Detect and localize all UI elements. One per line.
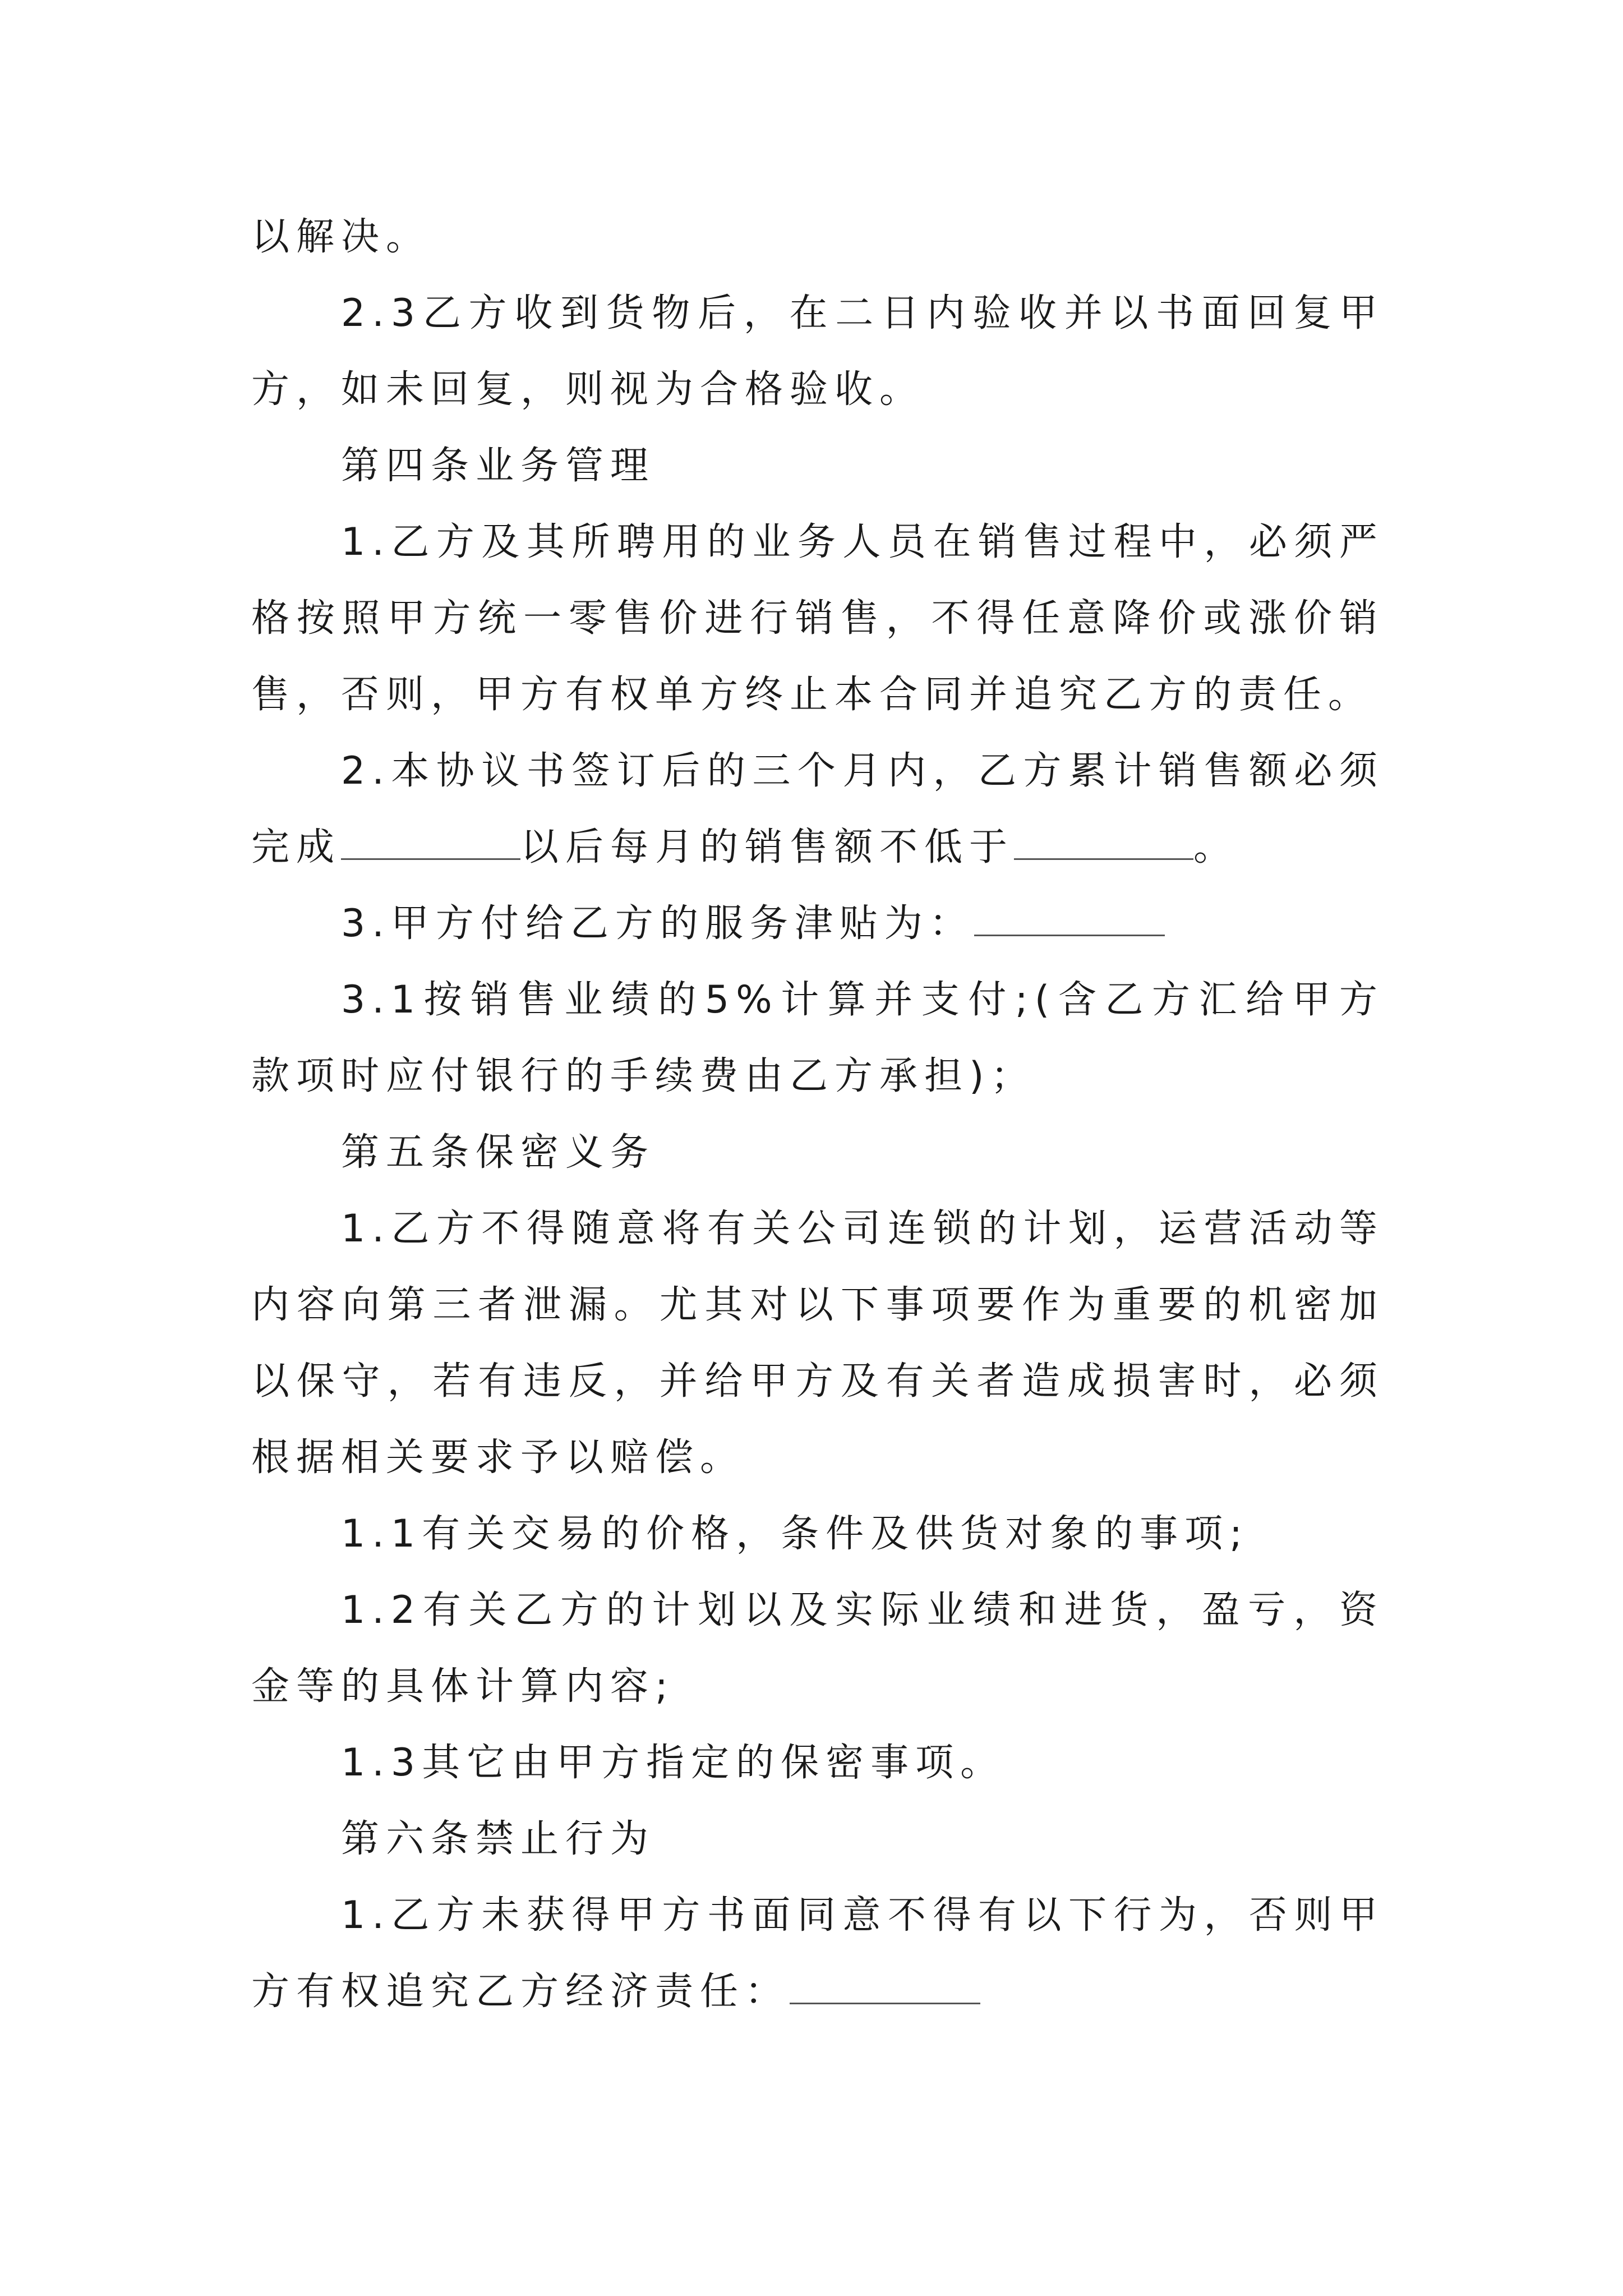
blank-line-sales-target — [341, 822, 520, 860]
paragraph-4-3 — [251, 886, 1384, 962]
paragraph-6-1 — [251, 1878, 1384, 2030]
document-body — [251, 199, 1384, 2030]
paragraph-4-2-part-c: 。 — [1193, 825, 1239, 869]
paragraph-4-2-part-b: 以后每月的销售额不低于 — [520, 825, 1015, 869]
paragraph-4-2-part-a: 2.本协议书签订后的三个月内，乙方累计销售额必须完成 — [251, 749, 1384, 869]
paragraph-4-2 — [251, 733, 1384, 886]
paragraph-continuation: 以解决。 — [251, 215, 431, 259]
blank-line-liability — [790, 1967, 980, 2004]
section-heading-5: 第五条保密义务 — [341, 1130, 656, 1175]
paragraph-2-3: 2.3乙方收到货物后，在二日内验收并以书面回复甲方，如未回复，则视为合格验收。 — [251, 291, 1384, 412]
paragraph-5-1-3: 1.3其它由甲方指定的保密事项。 — [341, 1741, 1006, 1785]
paragraph-5-1-1: 1.1有关交易的价格，条件及供货对象的事项; — [341, 1512, 1249, 1556]
blank-line-allowance — [974, 899, 1165, 936]
section-heading-6: 第六条禁止行为 — [341, 1817, 656, 1861]
paragraph-4-3-text: 3.甲方付给乙方的服务津贴为： — [341, 901, 974, 946]
paragraph-4-3-1: 3.1按销售业绩的5%计算并支付;(含乙方汇给甲方款项时应付银行的手续费由乙方承担)； — [251, 978, 1384, 1098]
paragraph-6-1-text: 1.乙方未获得甲方书面同意不得有以下行为，否则甲方有权追究乙方经济责任： — [251, 1893, 1384, 2014]
paragraph-4-1: 1.乙方及其所聘用的业务人员在销售过程中，必须严格按照甲方统一零售价进行销售，不得任意降价或涨价销售，否则，甲方有权单方终止本合同并追究乙方的责任。 — [251, 520, 1384, 717]
blank-line-monthly-sales — [1014, 822, 1193, 860]
paragraph-5-1: 1.乙方不得随意将有关公司连锁的计划，运营活动等内容向第三者泄漏。尤其对以下事项要作为重要的机密加以保守，若有违反，并给甲方及有关者造成损害时，必须根据相关要求予以赔偿。 — [251, 1207, 1384, 1480]
section-heading-4: 第四条业务管理 — [341, 444, 656, 488]
paragraph-5-1-2: 1.2有关乙方的计划以及实际业绩和进货，盈亏，资金等的具体计算内容; — [251, 1588, 1384, 1709]
